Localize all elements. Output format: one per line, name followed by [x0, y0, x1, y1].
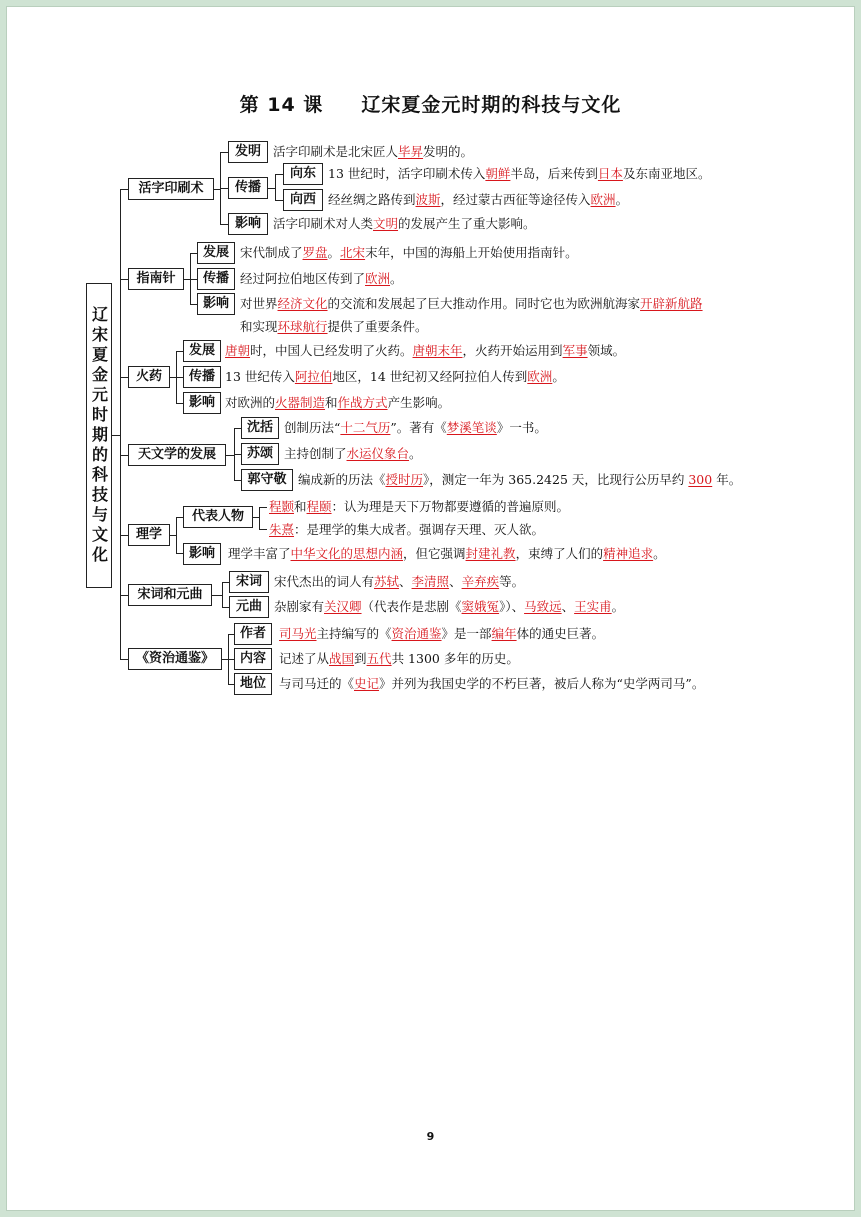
connector: [275, 174, 283, 175]
page-number: 9: [426, 1130, 435, 1143]
compass-spread-text: 经过阿拉伯地区传到了欧洲。: [240, 271, 403, 286]
connector: [190, 304, 197, 305]
connector: [259, 529, 267, 530]
compass-develop-text: 宋代制成了罗盘。北宋末年，中国的海船上开始使用指南针。: [240, 245, 578, 260]
gunpowder-impact-text: 对欧洲的火器制造和作战方式产生影响。: [225, 395, 451, 410]
printing-west-box: 向西: [283, 189, 323, 211]
zizhi-content-text: 记述了从战国到五代共 1300 多年的历史。: [279, 651, 519, 666]
connector: [176, 517, 177, 554]
gunpowder-develop-text: 唐朝时，中国人已经发明了火药。唐朝末年，火药开始运用到军事领域。: [225, 343, 626, 358]
compass-impact-text-line2: 和实现环球航行提供了重要条件。: [240, 319, 428, 334]
zizhi-content-box: 内容: [234, 648, 272, 670]
astronomy-susong-text: 主持创制了水运仪象台。: [284, 446, 422, 461]
ciqu-songci-box: 宋词: [229, 571, 269, 593]
connector: [120, 377, 128, 378]
gunpowder-spread-box: 传播: [183, 366, 221, 388]
connector: [220, 224, 228, 225]
connector: [120, 189, 128, 190]
compass-impact-box: 影响: [197, 293, 235, 315]
section-printing-box: 活字印刷术: [128, 178, 214, 200]
section-zizhi-box: 《资治通鉴》: [128, 648, 222, 670]
lixue-people-text-line2: 朱熹：是理学的集大成者。强调存天理、灭人欲。: [269, 522, 545, 537]
astronomy-shenkuo-text: 创制历法“十二气历”。著有《梦溪笔谈》一书。: [284, 420, 547, 435]
connector: [190, 253, 197, 254]
section-astronomy-box: 天文学的发展: [128, 444, 226, 466]
connector: [120, 279, 128, 280]
gunpowder-spread-text: 13 世纪传入阿拉伯地区，14 世纪初又经阿拉伯人传到欧洲。: [225, 369, 565, 384]
printing-invent-box: 发明: [228, 141, 268, 163]
gunpowder-impact-box: 影响: [183, 392, 221, 414]
printing-west-text: 经丝绸之路传到波斯，经过蒙古西征等途径传入欧洲。: [328, 192, 629, 207]
compass-spread-box: 传播: [197, 268, 235, 290]
ciqu-songci-text: 宋代杰出的词人有苏轼、李清照、辛弃疾等。: [274, 574, 525, 589]
connector: [259, 507, 260, 530]
section-gunpowder-box: 火药: [128, 366, 170, 388]
page-title: 第 14 课 辽宋夏金元时期的科技与文化: [239, 94, 622, 116]
printing-east-text: 13 世纪时，活字印刷术传入朝鲜半岛，后来传到日本及东南亚地区。: [328, 166, 711, 181]
connector: [234, 480, 241, 481]
zizhi-status-box: 地位: [234, 673, 272, 695]
gunpowder-develop-box: 发展: [183, 340, 221, 362]
ciqu-yuanqu-box: 元曲: [229, 596, 269, 618]
trunk-vertical: [120, 189, 121, 659]
connector: [275, 200, 283, 201]
printing-spread-box: 传播: [228, 177, 268, 199]
connector: [222, 582, 229, 583]
connector: [275, 174, 276, 201]
lixue-people-text-line1: 程颢和程颐：认为理是天下万物都要遵循的普遍原则。: [269, 499, 570, 514]
astronomy-guo-box: 郭守敬: [241, 469, 293, 491]
connector: [176, 517, 183, 518]
printing-impact-box: 影响: [228, 213, 268, 235]
astronomy-shenkuo-box: 沈括: [241, 417, 279, 439]
connector: [176, 351, 183, 352]
connector: [120, 455, 128, 456]
connector: [120, 595, 128, 596]
section-lixue-box: 理学: [128, 524, 170, 546]
connector: [222, 582, 223, 608]
printing-impact-text: 活字印刷术对人类文明的发展产生了重大影响。: [273, 216, 536, 231]
lixue-impact-box: 影响: [183, 543, 221, 565]
connector: [259, 507, 267, 508]
astronomy-guo-text: 编成新的历法《授时历》，测定一年为 365.2425 天，比现行公历早约 300 年。: [298, 472, 742, 487]
lixue-impact-text: 理学丰富了中华文化的思想内涵，但它强调封建礼教，束缚了人们的精神追求。: [228, 546, 666, 561]
connector: [234, 428, 241, 429]
section-ciqu-box: 宋词和元曲: [128, 584, 212, 606]
printing-invent-text: 活字印刷术是北宋匠人毕昇发明的。: [273, 144, 474, 159]
compass-impact-text-line1: 对世界经济文化的交流和发展起了巨大推动作用。同时它也为欧洲航海家开辟新航路: [240, 296, 703, 311]
section-compass-box: 指南针: [128, 268, 184, 290]
printing-east-box: 向东: [283, 163, 323, 185]
connector: [120, 659, 128, 660]
connector: [120, 535, 128, 536]
root-topic-box: 辽宋夏金元时期的科技与文化: [86, 283, 112, 588]
zizhi-author-text: 司马光主持编写的《资治通鉴》是一部编年体的通史巨著。: [279, 626, 605, 641]
zizhi-status-text: 与司马迁的《史记》并列为我国史学的不朽巨著，被后人称为“史学两司马”。: [279, 676, 705, 691]
connector: [220, 188, 228, 189]
connector: [176, 553, 183, 554]
lixue-people-box: 代表人物: [183, 506, 253, 528]
connector: [190, 279, 197, 280]
connector: [220, 152, 228, 153]
connector: [234, 454, 241, 455]
connector: [176, 377, 183, 378]
connector: [176, 403, 183, 404]
compass-develop-box: 发展: [197, 242, 235, 264]
connector: [222, 607, 229, 608]
zizhi-author-box: 作者: [234, 623, 272, 645]
ciqu-yuanqu-text: 杂剧家有关汉卿（代表作是悲剧《窦娥冤》）、马致远、王实甫。: [274, 599, 625, 614]
astronomy-susong-box: 苏颂: [241, 443, 279, 465]
